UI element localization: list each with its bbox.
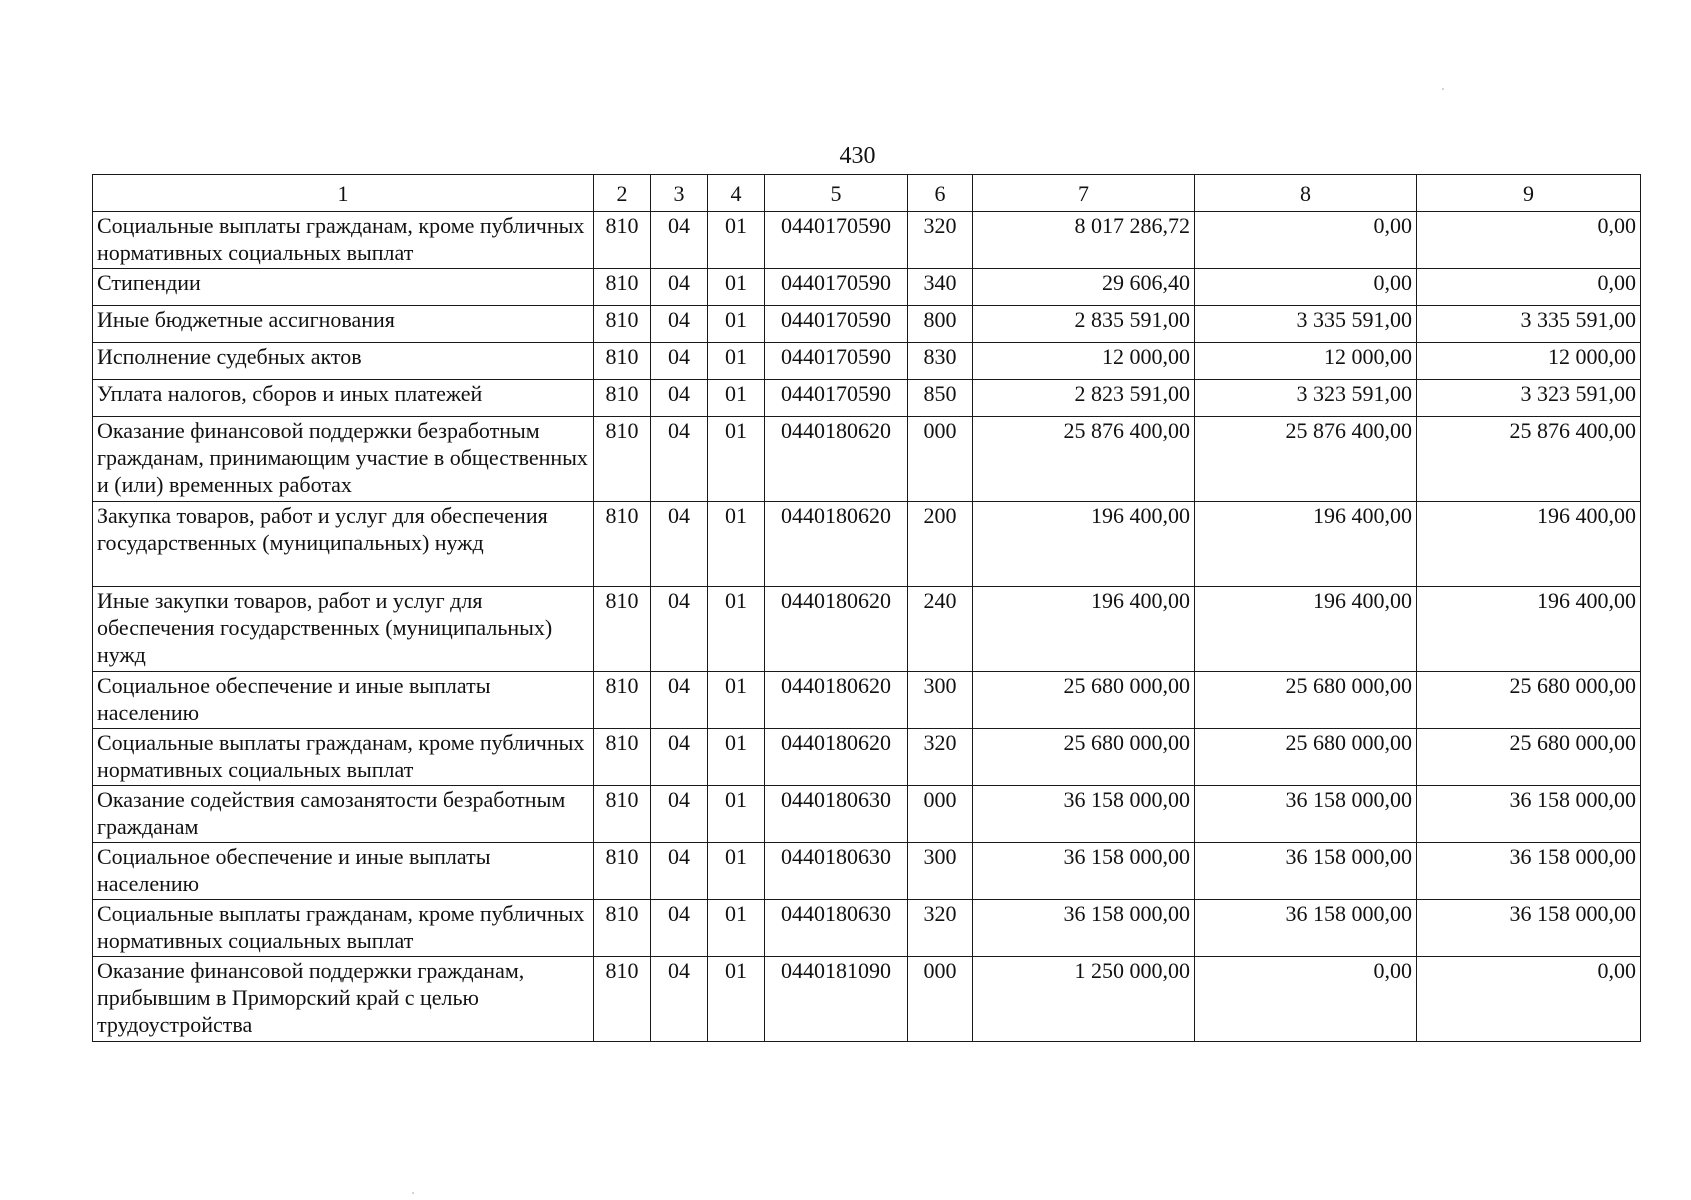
ministry-code: 810 [594, 786, 651, 843]
table-row [93, 957, 1641, 1042]
ministry-code: 810 [594, 306, 651, 343]
subsection-code: 01 [708, 417, 765, 502]
subsection-code: 01 [708, 957, 765, 1042]
amount-col-7: 29 606,40 [973, 269, 1195, 306]
amount-col-8: 25 876 400,00 [1195, 417, 1417, 502]
amount-col-9: 0,00 [1417, 269, 1641, 306]
amount-col-8: 0,00 [1195, 212, 1417, 269]
ministry-code: 810 [594, 729, 651, 786]
subsection-code: 01 [708, 587, 765, 672]
subsection-code: 01 [708, 729, 765, 786]
amount-col-9: 36 158 000,00 [1417, 786, 1641, 843]
amount-col-7: 196 400,00 [973, 587, 1195, 672]
subsection-code: 01 [708, 212, 765, 269]
amount-col-8: 0,00 [1195, 957, 1417, 1042]
table-row [93, 212, 1641, 269]
ministry-code: 810 [594, 343, 651, 380]
item-name: Уплата налогов, сборов и иных платежей [93, 380, 594, 417]
amount-col-9: 36 158 000,00 [1417, 900, 1641, 957]
section-code: 04 [651, 212, 708, 269]
table-row [93, 380, 1641, 417]
amount-col-7: 25 876 400,00 [973, 417, 1195, 502]
amount-col-9: 36 158 000,00 [1417, 843, 1641, 900]
section-code: 04 [651, 306, 708, 343]
section-code: 04 [651, 900, 708, 957]
expense-type-code: 000 [908, 417, 973, 502]
amount-col-7: 2 835 591,00 [973, 306, 1195, 343]
section-code: 04 [651, 343, 708, 380]
subsection-code: 01 [708, 306, 765, 343]
amount-col-9: 25 680 000,00 [1417, 729, 1641, 786]
subsection-code: 01 [708, 900, 765, 957]
amount-col-7: 8 017 286,72 [973, 212, 1195, 269]
amount-col-9: 0,00 [1417, 212, 1641, 269]
item-name: Иные закупки товаров, работ и услуг для обеспечения государственных (муниципальных) нужд [93, 587, 594, 672]
expense-type-code: 240 [908, 587, 973, 672]
item-name: Оказание финансовой поддержки гражданам, прибывшим в Приморский край с целью трудоустройства [93, 957, 594, 1042]
table-row [93, 729, 1641, 786]
amount-col-9: 3 323 591,00 [1417, 380, 1641, 417]
scan-speck [1442, 88, 1444, 90]
amount-col-9: 12 000,00 [1417, 343, 1641, 380]
amount-col-9: 3 335 591,00 [1417, 306, 1641, 343]
expense-type-code: 830 [908, 343, 973, 380]
amount-col-7: 36 158 000,00 [973, 843, 1195, 900]
target-article-code: 0440180620 [765, 672, 908, 729]
subsection-code: 01 [708, 380, 765, 417]
amount-col-8: 25 680 000,00 [1195, 729, 1417, 786]
column-number-row [93, 175, 1641, 212]
item-name: Социальные выплаты гражданам, кроме публичных нормативных социальных выплат [93, 900, 594, 957]
ministry-code: 810 [594, 380, 651, 417]
expense-type-code: 300 [908, 843, 973, 900]
amount-col-7: 2 823 591,00 [973, 380, 1195, 417]
ministry-code: 810 [594, 269, 651, 306]
section-code: 04 [651, 672, 708, 729]
expense-type-code: 300 [908, 672, 973, 729]
expense-type-code: 320 [908, 729, 973, 786]
expense-type-code: 320 [908, 212, 973, 269]
expense-type-code: 000 [908, 786, 973, 843]
ministry-code: 810 [594, 587, 651, 672]
amount-col-7: 25 680 000,00 [973, 729, 1195, 786]
target-article-code: 0440170590 [765, 269, 908, 306]
table-row [93, 269, 1641, 306]
target-article-code: 0440170590 [765, 212, 908, 269]
table-row [93, 587, 1641, 672]
item-name: Оказание содействия самозанятости безработным гражданам [93, 786, 594, 843]
amount-col-9: 0,00 [1417, 957, 1641, 1042]
amount-col-9: 25 680 000,00 [1417, 672, 1641, 729]
expense-type-code: 320 [908, 900, 973, 957]
item-name: Социальные выплаты гражданам, кроме публичных нормативных социальных выплат [93, 729, 594, 786]
target-article-code: 0440170590 [765, 380, 908, 417]
target-article-code: 0440180630 [765, 900, 908, 957]
column-header: 9 [1417, 175, 1641, 212]
section-code: 04 [651, 729, 708, 786]
item-name: Социальное обеспечение и иные выплаты населению [93, 672, 594, 729]
amount-col-8: 36 158 000,00 [1195, 900, 1417, 957]
ministry-code: 810 [594, 417, 651, 502]
page-number: 430 [839, 143, 876, 169]
section-code: 04 [651, 587, 708, 672]
item-name: Закупка товаров, работ и услуг для обеспечения государственных (муниципальных) нужд [93, 502, 594, 587]
amount-col-8: 36 158 000,00 [1195, 843, 1417, 900]
section-code: 04 [651, 417, 708, 502]
target-article-code: 0440180620 [765, 587, 908, 672]
amount-col-8: 196 400,00 [1195, 502, 1417, 587]
amount-col-8: 36 158 000,00 [1195, 786, 1417, 843]
ministry-code: 810 [594, 502, 651, 587]
item-name: Социальное обеспечение и иные выплаты населению [93, 843, 594, 900]
column-header: 5 [765, 175, 908, 212]
table-row [93, 843, 1641, 900]
ministry-code: 810 [594, 212, 651, 269]
subsection-code: 01 [708, 843, 765, 900]
table-row [93, 306, 1641, 343]
item-name: Иные бюджетные ассигнования [93, 306, 594, 343]
amount-col-9: 196 400,00 [1417, 587, 1641, 672]
amount-col-7: 196 400,00 [973, 502, 1195, 587]
amount-col-7: 25 680 000,00 [973, 672, 1195, 729]
expense-type-code: 850 [908, 380, 973, 417]
item-name: Оказание финансовой поддержки безработным гражданам, принимающим участие в общественных и (или) временных работах [93, 417, 594, 502]
amount-col-8: 196 400,00 [1195, 587, 1417, 672]
amount-col-8: 3 323 591,00 [1195, 380, 1417, 417]
ministry-code: 810 [594, 900, 651, 957]
column-header: 6 [908, 175, 973, 212]
item-name: Стипендии [93, 269, 594, 306]
budget-table [92, 174, 1641, 1042]
section-code: 04 [651, 843, 708, 900]
expense-type-code: 000 [908, 957, 973, 1042]
amount-col-8: 3 335 591,00 [1195, 306, 1417, 343]
table-row [93, 672, 1641, 729]
section-code: 04 [651, 502, 708, 587]
target-article-code: 0440180620 [765, 417, 908, 502]
expense-type-code: 340 [908, 269, 973, 306]
column-header: 8 [1195, 175, 1417, 212]
expense-type-code: 800 [908, 306, 973, 343]
column-header: 1 [93, 175, 594, 212]
section-code: 04 [651, 380, 708, 417]
ministry-code: 810 [594, 843, 651, 900]
table-row [93, 343, 1641, 380]
scan-speck [412, 1192, 414, 1194]
column-header: 4 [708, 175, 765, 212]
target-article-code: 0440170590 [765, 306, 908, 343]
amount-col-9: 25 876 400,00 [1417, 417, 1641, 502]
target-article-code: 0440180620 [765, 502, 908, 587]
column-header: 2 [594, 175, 651, 212]
item-name: Социальные выплаты гражданам, кроме публичных нормативных социальных выплат [93, 212, 594, 269]
table-row [93, 417, 1641, 502]
table-row [93, 786, 1641, 843]
target-article-code: 0440180630 [765, 786, 908, 843]
section-code: 04 [651, 957, 708, 1042]
ministry-code: 810 [594, 672, 651, 729]
section-code: 04 [651, 786, 708, 843]
target-article-code: 0440181090 [765, 957, 908, 1042]
subsection-code: 01 [708, 786, 765, 843]
subsection-code: 01 [708, 672, 765, 729]
amount-col-8: 12 000,00 [1195, 343, 1417, 380]
amount-col-7: 12 000,00 [973, 343, 1195, 380]
target-article-code: 0440180620 [765, 729, 908, 786]
table-row [93, 900, 1641, 957]
target-article-code: 0440180630 [765, 843, 908, 900]
subsection-code: 01 [708, 269, 765, 306]
table-row [93, 502, 1641, 587]
subsection-code: 01 [708, 343, 765, 380]
amount-col-8: 0,00 [1195, 269, 1417, 306]
column-header: 3 [651, 175, 708, 212]
target-article-code: 0440170590 [765, 343, 908, 380]
expense-type-code: 200 [908, 502, 973, 587]
section-code: 04 [651, 269, 708, 306]
column-header: 7 [973, 175, 1195, 212]
ministry-code: 810 [594, 957, 651, 1042]
amount-col-8: 25 680 000,00 [1195, 672, 1417, 729]
amount-col-9: 196 400,00 [1417, 502, 1641, 587]
amount-col-7: 36 158 000,00 [973, 900, 1195, 957]
subsection-code: 01 [708, 502, 765, 587]
amount-col-7: 36 158 000,00 [973, 786, 1195, 843]
item-name: Исполнение судебных актов [93, 343, 594, 380]
amount-col-7: 1 250 000,00 [973, 957, 1195, 1042]
